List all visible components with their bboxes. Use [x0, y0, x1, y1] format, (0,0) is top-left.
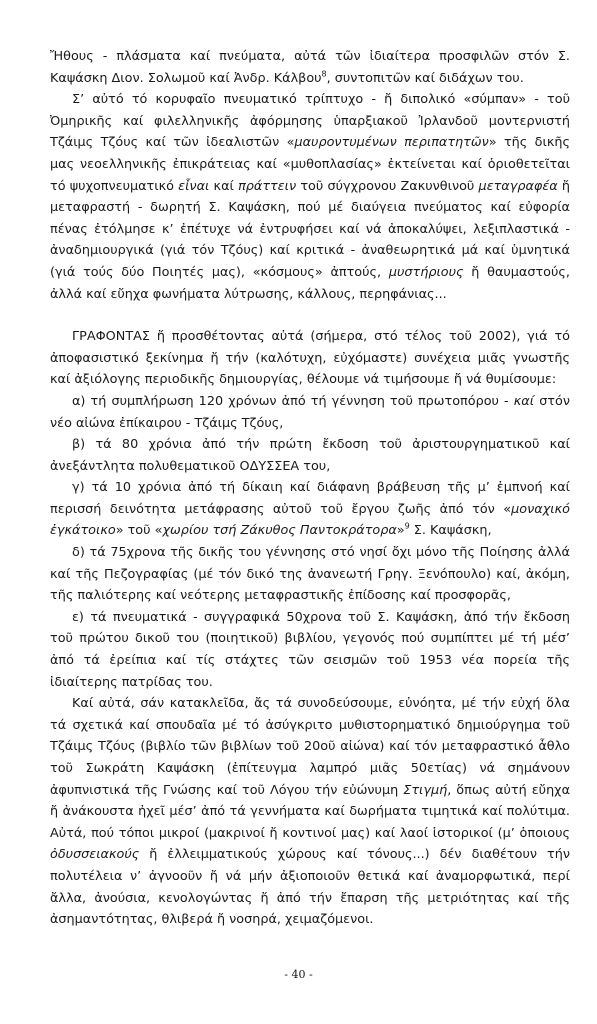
text-run: γ) τά 10 χρόνια ἀπό τή δίκαιη καί διάφανη βράβευση τῆς μ’ ἐμπνοή καί περισσή δεινότητα μετάφρασης αὐτοῦ τοῦ ἔργου ζωῆς ἀπό τόν « — [50, 480, 570, 517]
text-run: καί — [209, 178, 239, 194]
text-run: ἤ μεταφραστή - δωρητή Σ. Καψάσκη, πού μέ διαύγεια πνεύματος καί εὐφορία πένας ἐτόλμησε κ’ ἐπέτυχε νά ἐντρυφήσει καί νά ἀποκαλύψει, λεξιπλαστικά - ἀναδημιουργικά (γιά τόν Τζόυς) καί κριτικά - ἀναθεωρητικά μά καί ὑμνητικά (γιά τούς δύο Ποιητές μας), «κόσμους» ἀπτούς, — [50, 178, 570, 280]
italic-text: μοναχικό ἐγκάτοικο — [50, 501, 570, 539]
italic-text: μυστήριους — [388, 264, 464, 280]
paragraph — [50, 693, 570, 931]
paragraph — [50, 542, 570, 607]
paragraph — [50, 477, 570, 542]
italic-text: εἶναι — [178, 178, 210, 194]
text-run: β) τά 80 χρόνια ἀπό τήν πρώτη ἔκδοση τοῦ ἀριστουργηματικοῦ καί ἀνεξάντλητα πολυθεματικοῦ ΟΔΥΣΣΕΑ του, — [50, 437, 570, 474]
page-number: - 40 - — [284, 968, 313, 981]
paragraph — [50, 434, 570, 477]
text-run: , ὅπως αὐτή εὔηχα ἤ ἀνάκουστα ἠχεῖ μέσ’ ἀπό τά γεννήματα καί δωρήματα τιμητικά καί πολύτιμα. Αὐτά, πού τόποι μικροί (μακρινοί ἤ κοντινοί μας) καί λαοί ἱστορικοί (μ’ ὁποιους — [50, 782, 571, 841]
footnote-ref: 8 — [321, 69, 327, 79]
paragraph — [50, 607, 570, 693]
paragraph-spacer — [50, 305, 570, 326]
text-run: Σ. Καψάσκη, — [409, 523, 492, 539]
text-run: , συντοπιτῶν καί διδάχων του. — [326, 70, 524, 86]
footnote-ref: 9 — [404, 522, 410, 532]
italic-text: μαυροντυμένων περιπατητῶν — [294, 135, 489, 151]
text-run: δ) τά 75χρονα τῆς δικῆς του γέννησης στό νησί ὄχι μόνο τῆς Ποίησης ἀλλά καί τῆς Πεζογραφίας (μέ τόν δικό της ἀνανεωτή Γρηγ. Ξενόπουλο) καί, ἀκόμη, τῆς παλιότερης καί νεότερης μεταφραστικῆς ἐπίδοσης καί προσφορᾶς, — [50, 545, 570, 604]
text-run: Ἤθους - πλάσματα καί πνεύματα, αὐτά τῶν ἰδιαίτερα προσφιλῶν στόν Σ. Καψάσκη Διον. Σολωμοῦ καί Ἀνδρ. Κάλβου — [50, 49, 570, 86]
text-run: ἤ ἐλλειμματικούς χώρους καί τόνους...) δέν διαθέτουν τήν πολυτέλεια ν’ ἀγνοοῦν ἤ νά μήν ἀξιοποιοῦν θετικά καί ἀναμορφωτικά, περί ἄλλα, ἀνούσια, κενολογώντας ἤ ἀπό τήν ἔπαρση τῆς μετριότητας καί τῆς ἀσημαντότητας, θλιβερά ἤ νοσηρά, χειμαζόμενοι. — [50, 847, 570, 928]
paragraph — [50, 326, 570, 391]
italic-text: ὀδυσσειακούς — [50, 847, 140, 863]
text-run: ἤ θαυμαστούς, ἀλλά καί εὔηχα φωνήματα λύτρωσης, κάλλους, περηφάνιας... — [50, 264, 570, 302]
text-run: » τοῦ « — [115, 523, 163, 539]
text-run: ε) τά πνευματικά - συγγραφικά 50χρονα τοῦ Σ. Καψάσκη, ἀπό τήν ἔκδοση τοῦ πρώτου δικοῦ του (ποιητικοῦ) βιβλίου, γεγονός πού συμπίπτει μέ τή μέσ’ ἀπό τά ἐρείπια καί τίς στάχτες τῶν σεισμῶν τοῦ 1953 νέα πορεία τῆς ἰδιαίτερης πατρίδας του. — [50, 609, 570, 690]
text-run: Σ’ αὐτό τό κορυφαῖο πνευματικό τρίπτυχο - ἤ διπολικό «σύμπαν» - τοῦ Ὀμηρικῆς καί φιλελληνικῆς ἀφόρμησης ὑπαρξιακοῦ Ἰρλανδοῦ μοντερνιστή Τζάιμς Τζόυς καί τῶν ἰδεαλιστῶν « — [50, 92, 570, 151]
italic-text: Στιγμή — [403, 782, 448, 798]
text-run: » τῆς δικῆς μας νεοελληνικῆς ἐπικράτειας καί «μυθοπλασίας» ἐκτείνεται καί ὁριοθετεῖται τό ψυχοπνευματικό — [50, 135, 570, 194]
paragraph — [50, 89, 570, 305]
italic-text: πράττειν — [238, 178, 297, 194]
paragraph — [50, 46, 570, 89]
body-text — [50, 46, 570, 931]
text-run: α) τή συμπλήρωση 120 χρόνων ἀπό τή γέννηση τοῦ πρωτοπόρου - — [72, 393, 514, 409]
text-run: ΓΡΑΦΟΝΤΑΣ ἤ προσθέτοντας αὐτά (σήμερα, στό τέλος τοῦ 2002), γιά τό ἀποφασιστικό ξεκίνημα ἤ τήν (καλότυχη, εὐχόμαστε) συνέχεια μιᾶς γνωστῆς καί ἀξιόλογης περιοδικῆς δημιουργίας, θέλουμε νά τιμήσουμε ἤ νά θυμίσουμε: — [50, 329, 570, 388]
italic-text: χωρίου τσή Ζάκυθος Παντοκράτορα — [162, 523, 397, 539]
text-run: τοῦ σύγχρονου Ζακυνθινοῦ — [296, 178, 479, 194]
italic-text: μεταγραφέα — [478, 178, 558, 194]
text-run: στόν νέο αἰώνα ἐπίκαιρου - Τζάιμς Τζόυς, — [50, 393, 570, 431]
italic-text: καί — [513, 393, 535, 409]
text-run: » — [396, 523, 405, 539]
text-run: Καί αὐτά, σάν κατακλεῖδα, ἄς τά συνοδεύσουμε, εὐνόητα, μέ τήν εὐχή ὅλα τά σχετικά καί σπουδαῖα μέ τό ἀσύγκριτο μυθιστορηματικό δημιούργημα τοῦ Τζάιμς Τζόυς (βιβλίο τῶν βιβλίων τοῦ 20οῦ αἰώνα) καί τόν μεταφραστικό ἆθλο τοῦ Σωκράτη Καψάσκη (ἐπίτευγμα λαμπρό μιᾶς 50ετίας) νά σημάνουν ἀφυπνιστικά τῆς Γνώσης καί τοῦ Λόγου τήν εὐώνυμη — [50, 696, 570, 798]
paragraph — [50, 391, 570, 434]
